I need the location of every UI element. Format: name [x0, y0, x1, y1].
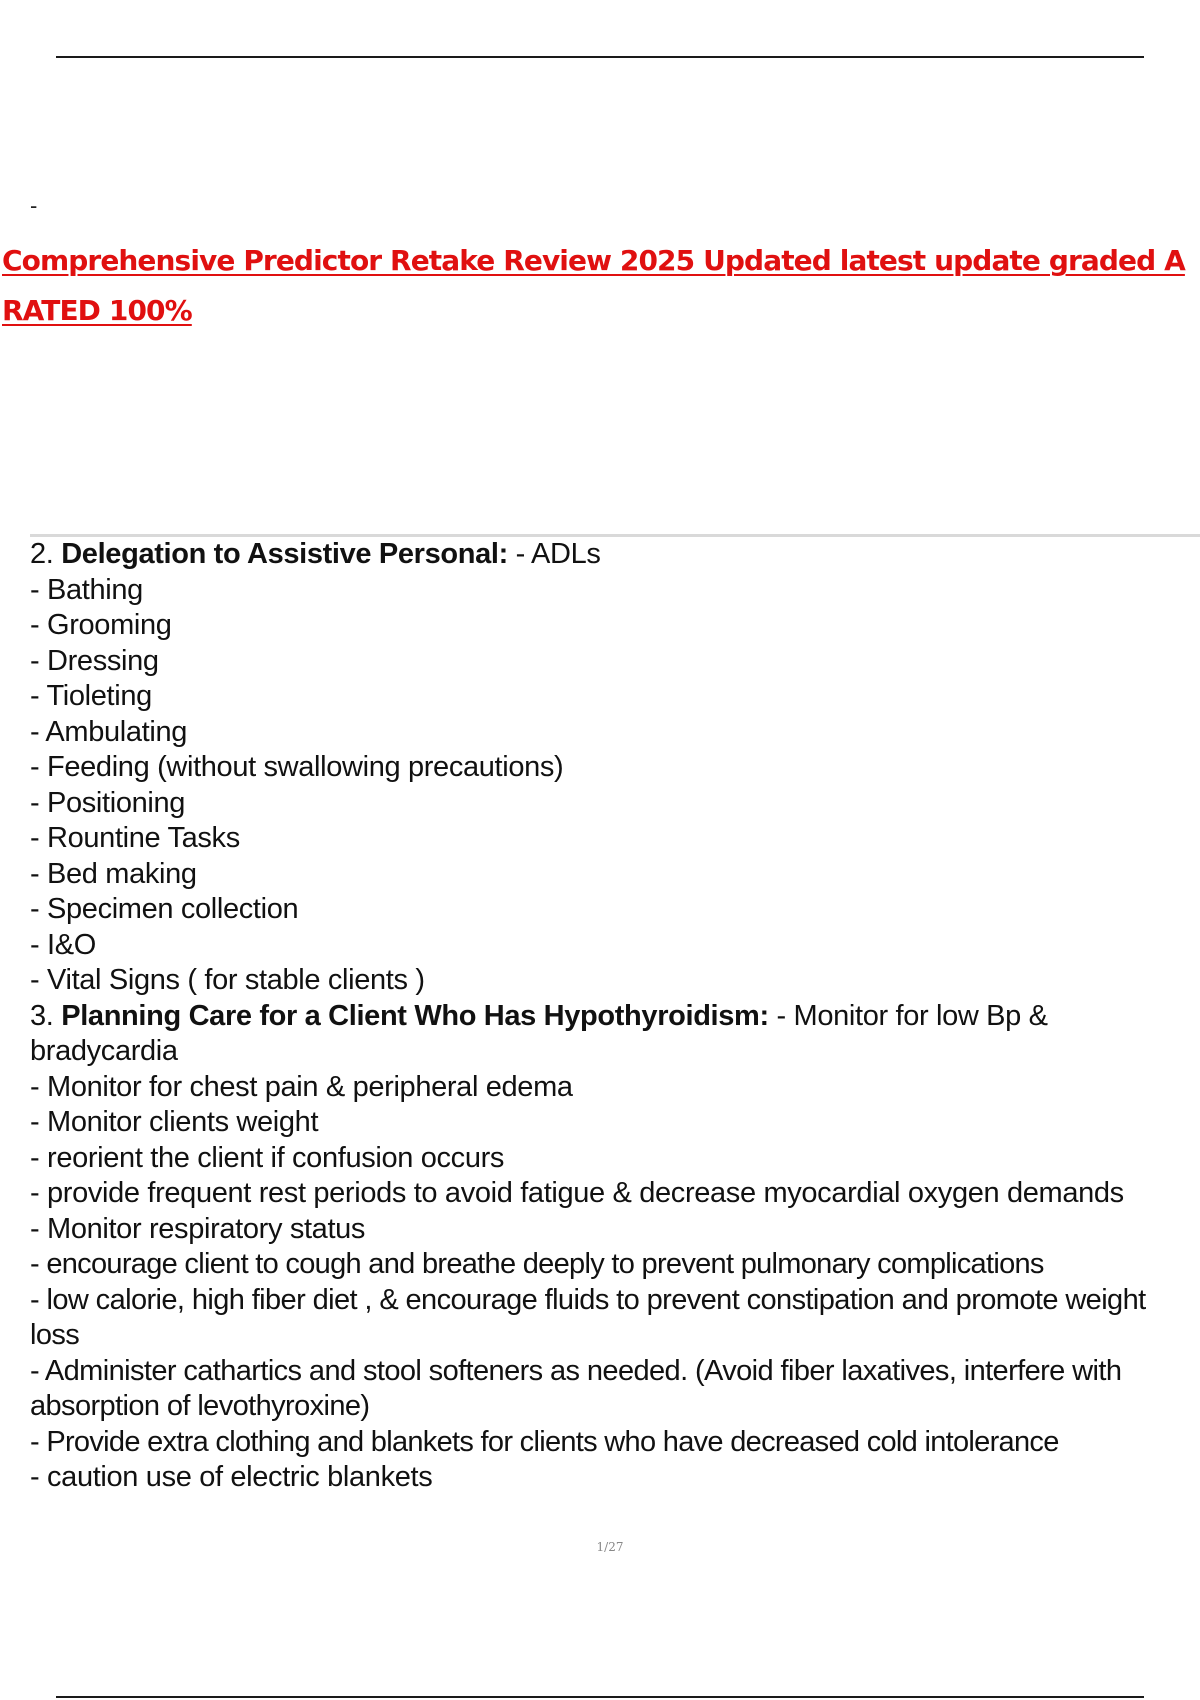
section-number: 2. [30, 538, 54, 570]
list-item: - Ambulating [30, 715, 187, 748]
list-item: - Specimen collection [30, 893, 299, 925]
list-item: - Provide extra clothing and blankets for clients who have decreased cold intolerance [30, 1425, 1059, 1458]
section-heading-line [30, 537, 1200, 573]
list-item: - Vital Signs ( for stable clients ) [30, 964, 425, 996]
document-body [30, 537, 1200, 1496]
section-heading: Planning Care for a Client Who Has Hypothyroidism: [61, 999, 769, 1032]
list-item: - Monitor respiratory status [30, 1212, 366, 1245]
list-item: - reorient the client if confusion occurs [30, 1141, 505, 1174]
section-number: 3. [30, 999, 54, 1032]
document-title: Comprehensive Predictor Retake Review 2025 Updated latest update graded A RATED 100% [2, 244, 1185, 327]
list-item: - caution use of electric blankets [30, 1461, 433, 1493]
section-heading: Delegation to Assistive Personal: [61, 538, 508, 570]
list-item: - Monitor clients weight [30, 1106, 319, 1138]
leading-dash: - [30, 193, 38, 218]
section-first-item: - Monitor for low Bp & bradycardia [30, 999, 1048, 1067]
list-item: - Bed making [30, 857, 197, 890]
page-number: 1/27 [596, 1540, 624, 1554]
list-item: - Dressing [30, 644, 159, 677]
top-rule [56, 56, 1144, 58]
list-item: - Bathing [30, 573, 143, 606]
section-first-item: - ADLs [515, 538, 601, 570]
list-item: - low calorie, high fiber diet , & encourage fluids to prevent constipation and promote weight loss [30, 1283, 1146, 1351]
list-item: - Administer cathartics and stool softeners as needed. (Avoid fiber laxatives, interfere with absorption of levothyroxine) [30, 1354, 1122, 1422]
list-item: - Tioleting [30, 680, 152, 712]
list-item: - encourage client to cough and breathe deeply to prevent pulmonary complications [30, 1248, 1044, 1280]
list-item: - provide frequent rest periods to avoid fatigue & decrease myocardial oxygen demands [30, 1177, 1124, 1209]
list-item: - I&O [30, 928, 96, 961]
list-item: - Grooming [30, 609, 172, 641]
list-item: - Feeding (without swallowing precautions) [30, 751, 564, 783]
list-item: - Rountine Tasks [30, 822, 240, 854]
section-heading-line [30, 999, 1200, 1070]
bottom-rule [56, 1696, 1144, 1698]
list-item: - Monitor for chest pain & peripheral edema [30, 1070, 573, 1103]
list-item: - Positioning [30, 786, 186, 819]
